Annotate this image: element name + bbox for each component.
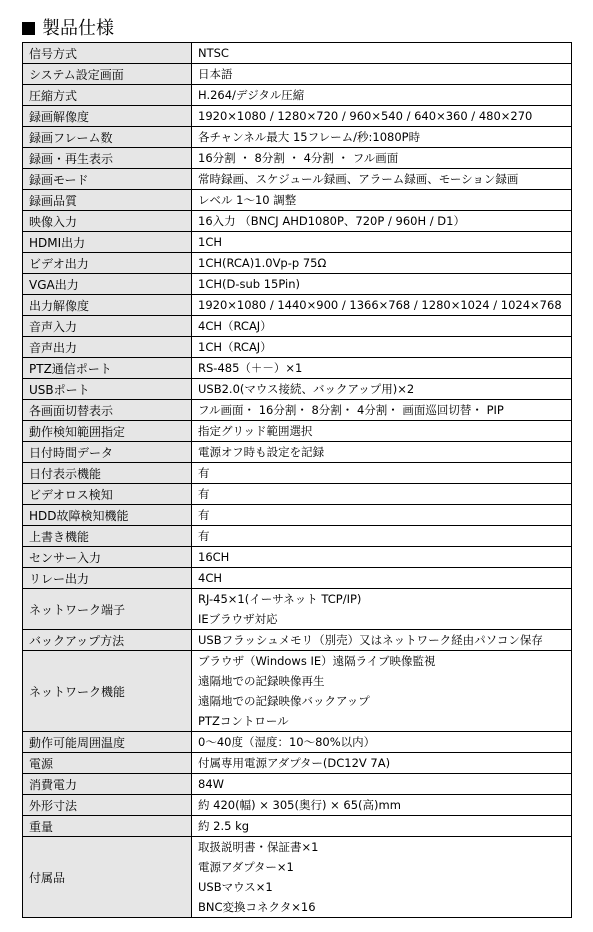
spec-value	[192, 837, 572, 918]
spec-value-line: 16CH	[198, 550, 230, 564]
spec-value-line: RS-485（＋－）×1	[198, 361, 303, 375]
spec-row	[23, 190, 572, 211]
spec-label: 上書き機能	[23, 526, 192, 547]
spec-table-body	[23, 43, 572, 918]
spec-label: HDMI出力	[23, 232, 192, 253]
spec-value	[192, 484, 572, 505]
spec-value-line: 遠隔地での記録映像再生	[198, 674, 325, 688]
spec-label: 音声出力	[23, 337, 192, 358]
spec-row	[23, 547, 572, 568]
spec-row	[23, 816, 572, 837]
spec-row	[23, 526, 572, 547]
spec-value	[192, 589, 572, 630]
spec-row	[23, 232, 572, 253]
spec-label: ビデオ出力	[23, 253, 192, 274]
spec-value	[192, 211, 572, 232]
spec-value-line: 電源オフ時も設定を記録	[198, 445, 325, 459]
spec-label: 出力解像度	[23, 295, 192, 316]
spec-label: ネットワーク機能	[23, 651, 192, 732]
spec-label: 映像入力	[23, 211, 192, 232]
spec-row	[23, 337, 572, 358]
spec-value	[192, 295, 572, 316]
spec-value-line: 0〜40度（湿度：10〜80%以内）	[198, 735, 376, 749]
spec-value	[192, 127, 572, 148]
spec-label: 電源	[23, 753, 192, 774]
spec-value	[192, 379, 572, 400]
spec-row	[23, 253, 572, 274]
spec-value	[192, 64, 572, 85]
spec-value-line: 16入力 （BNCJ AHD1080P、720P / 960H / D1）	[198, 214, 465, 228]
spec-value-line: 4CH（RCAJ）	[198, 319, 272, 333]
spec-value-line: レベル 1〜10 調整	[198, 193, 297, 207]
spec-label: ビデオロス検知	[23, 484, 192, 505]
spec-value-line: NTSC	[198, 46, 229, 60]
spec-value-line: USB2.0(マウス接続、バックアップ用)×2	[198, 382, 415, 396]
spec-label: 録画解像度	[23, 106, 192, 127]
spec-value	[192, 547, 572, 568]
page-title	[22, 16, 114, 42]
spec-value	[192, 190, 572, 211]
spec-value-line: 付属専用電源アダプター(DC12V 7A)	[198, 756, 391, 770]
spec-row	[23, 837, 572, 918]
spec-row	[23, 379, 572, 400]
spec-value-line: 1CH	[198, 235, 222, 249]
spec-value-line: 約 2.5 kg	[198, 819, 250, 833]
spec-label: 動作検知範囲指定	[23, 421, 192, 442]
page-title-text: 製品仕様	[42, 18, 114, 39]
spec-table	[22, 42, 572, 918]
spec-label: 録画・再生表示	[23, 148, 192, 169]
spec-label: 付属品	[23, 837, 192, 918]
spec-value	[192, 816, 572, 837]
spec-label: 録画フレーム数	[23, 127, 192, 148]
spec-row	[23, 274, 572, 295]
spec-value	[192, 316, 572, 337]
spec-row	[23, 169, 572, 190]
spec-row	[23, 316, 572, 337]
spec-label: 録画品質	[23, 190, 192, 211]
spec-value	[192, 253, 572, 274]
spec-value	[192, 169, 572, 190]
spec-row	[23, 463, 572, 484]
spec-value-line: 1CH（RCAJ）	[198, 340, 272, 354]
spec-row	[23, 795, 572, 816]
spec-label: USBポート	[23, 379, 192, 400]
spec-value-line: 1CH(RCA)1.0Vp-p 75Ω	[198, 256, 327, 270]
spec-value	[192, 753, 572, 774]
spec-row	[23, 64, 572, 85]
spec-row	[23, 651, 572, 732]
spec-row	[23, 148, 572, 169]
spec-row	[23, 774, 572, 795]
spec-label: 圧縮方式	[23, 85, 192, 106]
spec-row	[23, 589, 572, 630]
spec-label: 日付表示機能	[23, 463, 192, 484]
spec-value-line: 電源アダプター×1	[198, 860, 294, 874]
spec-value-line: 取扱説明書・保証書×1	[198, 840, 319, 854]
spec-value-line: 有	[198, 487, 210, 501]
spec-label: VGA出力	[23, 274, 192, 295]
spec-row	[23, 295, 572, 316]
spec-row	[23, 400, 572, 421]
spec-value	[192, 148, 572, 169]
spec-value-line: 84W	[198, 777, 225, 791]
spec-row	[23, 43, 572, 64]
spec-row	[23, 421, 572, 442]
spec-row	[23, 127, 572, 148]
spec-label: 信号方式	[23, 43, 192, 64]
spec-label: 外形寸法	[23, 795, 192, 816]
spec-value	[192, 651, 572, 732]
spec-label: 消費電力	[23, 774, 192, 795]
spec-value	[192, 43, 572, 64]
square-bullet-icon	[22, 22, 35, 35]
spec-value	[192, 774, 572, 795]
spec-value	[192, 421, 572, 442]
spec-label: 音声入力	[23, 316, 192, 337]
spec-value	[192, 358, 572, 379]
spec-value-line: H.264/デジタル圧縮	[198, 88, 305, 102]
spec-value	[192, 85, 572, 106]
spec-value-line: 遠隔地での記録映像バックアップ	[198, 694, 370, 708]
spec-value	[192, 630, 572, 651]
spec-value-line: 常時録画、スケジュール録画、アラーム録画、モーション録画	[198, 172, 519, 186]
spec-label: 日付時間データ	[23, 442, 192, 463]
spec-value-line: PTZコントロール	[198, 714, 289, 728]
spec-value-line: USBマウス×1	[198, 880, 273, 894]
spec-label: 各画面切替表示	[23, 400, 192, 421]
spec-value-line: IEブラウザ対応	[198, 612, 278, 626]
spec-label: 録画モード	[23, 169, 192, 190]
spec-row	[23, 358, 572, 379]
spec-label: リレー出力	[23, 568, 192, 589]
spec-value	[192, 526, 572, 547]
spec-value	[192, 463, 572, 484]
spec-row	[23, 505, 572, 526]
spec-label: システム設定画面	[23, 64, 192, 85]
spec-value-line: 16分割 ・ 8分割 ・ 4分割 ・ フル画面	[198, 151, 399, 165]
spec-value-line: 1920×1080 / 1280×720 / 960×540 / 640×360 / 480×270	[198, 109, 533, 123]
spec-value	[192, 400, 572, 421]
spec-value-line: 有	[198, 466, 210, 480]
spec-row	[23, 211, 572, 232]
spec-value-line: 1920×1080 / 1440×900 / 1366×768 / 1280×1024 / 1024×768	[198, 298, 562, 312]
spec-row	[23, 106, 572, 127]
spec-value	[192, 732, 572, 753]
spec-label: バックアップ方法	[23, 630, 192, 651]
spec-label: センサー入力	[23, 547, 192, 568]
spec-row	[23, 85, 572, 106]
spec-label: 重量	[23, 816, 192, 837]
spec-label: 動作可能周囲温度	[23, 732, 192, 753]
spec-value	[192, 795, 572, 816]
spec-value	[192, 505, 572, 526]
spec-label: PTZ通信ポート	[23, 358, 192, 379]
spec-row	[23, 732, 572, 753]
spec-value	[192, 274, 572, 295]
spec-value-line: 約 420(幅) × 305(奥行) × 65(高)mm	[198, 798, 401, 812]
spec-value	[192, 337, 572, 358]
spec-value-line: 1CH(D-sub 15Pin)	[198, 277, 301, 291]
spec-value-line: フル画面・ 16分割・ 8分割・ 4分割・ 画面巡回切替・ PIP	[198, 403, 504, 417]
spec-value-line: 4CH	[198, 571, 222, 585]
spec-value-line: USBフラッシュメモリ（別売）又はネットワーク経由パソコン保存	[198, 633, 543, 647]
spec-value-line: 指定グリッド範囲選択	[198, 424, 313, 438]
spec-value	[192, 568, 572, 589]
spec-row	[23, 630, 572, 651]
spec-row	[23, 753, 572, 774]
spec-value-line: BNC変換コネクタ×16	[198, 900, 316, 914]
spec-row	[23, 568, 572, 589]
spec-label: ネットワーク端子	[23, 589, 192, 630]
spec-value-line: 日本語	[198, 67, 233, 81]
spec-value-line: 各チャンネル最大 15フレーム/秒:1080P時	[198, 130, 421, 144]
spec-row	[23, 484, 572, 505]
spec-value-line: 有	[198, 529, 210, 543]
spec-value	[192, 106, 572, 127]
spec-label: HDD故障検知機能	[23, 505, 192, 526]
spec-value-line: 有	[198, 508, 210, 522]
spec-value-line: RJ-45×1(イーサネット TCP/IP)	[198, 592, 362, 606]
spec-value	[192, 442, 572, 463]
spec-value	[192, 232, 572, 253]
spec-value-line: ブラウザ（Windows IE）遠隔ライブ映像監視	[198, 654, 436, 668]
spec-row	[23, 442, 572, 463]
